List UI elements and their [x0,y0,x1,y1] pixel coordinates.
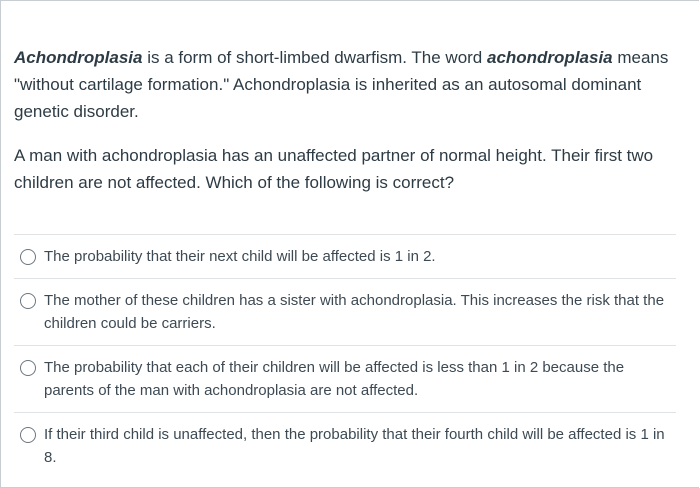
answer-option-2[interactable] [14,278,676,345]
answer-option-4[interactable] [14,412,676,479]
answer-label[interactable]: The mother of these children has a sister with achondroplasia. This increases the risk that the children could be carriers. [44,292,665,332]
answer-list [14,234,676,479]
answer-option-3[interactable] [14,345,676,412]
question-text [14,44,684,213]
answer-label[interactable]: If their third child is unaffected, then the probability that their fourth child will be affected is 1 in 8. [44,426,665,466]
term-achondroplasia-italic: achondroplasia [486,48,613,67]
radio-button[interactable] [20,360,36,376]
intro-text-2: means "without cartilage formation." Achondroplasia is inherited as an autosomal dominant genetic disorder. [14,48,669,121]
question-prompt: A man with achondroplasia has an unaffected partner of normal height. Their first two children are not affected. Which of the following is correct? [14,146,654,192]
radio-button[interactable] [20,293,36,309]
answer-label[interactable]: The probability that each of their children will be affected is less than 1 in 2 because the parents of the man with achondroplasia are not affected. [44,359,625,399]
question-intro [14,44,684,125]
answer-label[interactable]: The probability that their next child will be affected is 1 in 2. [44,248,436,265]
intro-text-1: is a form of short-limbed dwarfism. The word [142,48,487,67]
radio-button[interactable] [20,427,36,443]
term-achondroplasia: Achondroplasia [14,48,143,67]
radio-button[interactable] [20,249,36,265]
answer-option-1[interactable] [14,234,676,278]
